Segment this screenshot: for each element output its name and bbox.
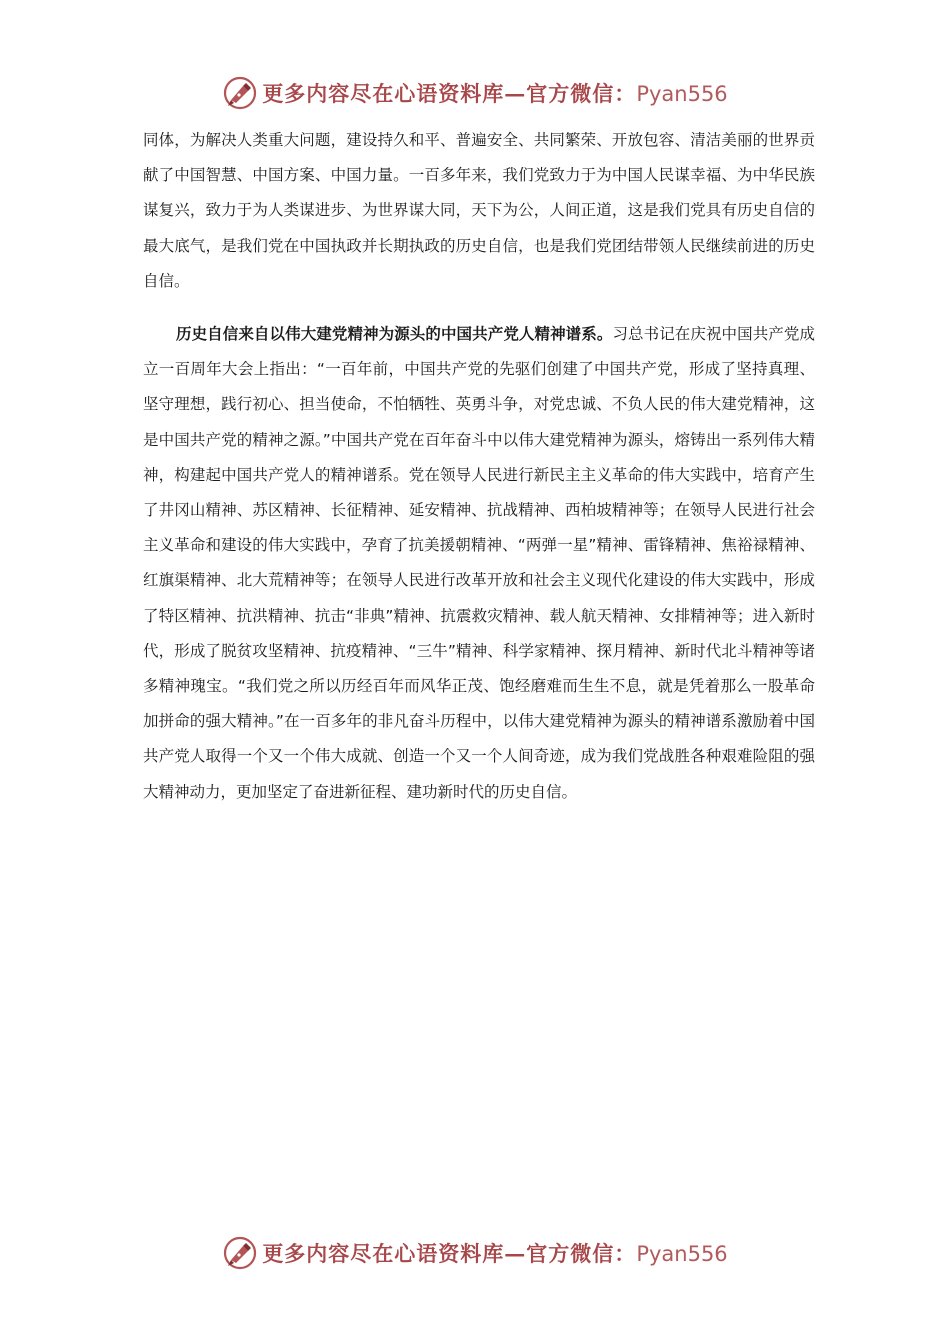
footer-banner xyxy=(0,1231,950,1275)
header-banner xyxy=(0,71,950,115)
paragraph-2-lead: 历史自信来自以伟大建党精神为源头的中国共产党人精神谱系。 xyxy=(176,325,613,343)
banner-slogan: 更多内容尽在心语资料库—官方微信： xyxy=(262,1241,637,1266)
pen-nib-logo-icon xyxy=(222,75,258,111)
banner-slogan: 更多内容尽在心语资料库—官方微信： xyxy=(262,81,637,106)
banner-wechat-id: Pyan556 xyxy=(636,82,728,106)
footer-banner-text xyxy=(262,1238,727,1268)
header-banner-text xyxy=(262,78,727,108)
paragraph-2-body: 习总书记在庆祝中国共产党成立一百周年大会上指出：“一百年前，中国共产党的先驱们创建了中国共产党，形成了坚持真理、坚守理想，践行初心、担当使命，不怕牺牲、英勇斗争，对党忠诚、不负人民的伟大建党精神，这是中国共产党的精神之源。”中国共产党在百年奋斗中以伟大建党精神为源头，熔铸出一系列伟大精神，构建起中国共产党人的精神谱系。党在领导人民进行新民主主义革命的伟大实践中，培育产生了井冈山精神、苏区精神、长征精神、延安精神、抗战精神、西柏坡精神等；在领导人民进行社会主义革命和建设的伟大实践中，孕育了抗美援朝精神、“两弹一星”精神、雷锋精神、焦裕禄精神、红旗渠精神、北大荒精神等；在领导人民进行改革开放和社会主义现代化建设的伟大实践中，形成了特区精神、抗洪精神、抗击“非典”精神、抗震救灾精神、载人航天精神、女排精神等；进入新时代，形成了脱贫攻坚精神、抗疫精神、“三牛”精神、科学家精神、探月精神、新时代北斗精神等诸多精神瑰宝。“我们党之所以历经百年而风华正茂、饱经磨难而生生不息，就是凭着那么一股革命加拼命的强大精神。”在一百多年的非凡奋斗历程中，以伟大建党精神为源头的精神谱系激励着中国共产党人取得一个又一个伟大成就、创造一个又一个人间奇迹，成为我们党战胜各种艰难险阻的强大精神动力，更加坚定了奋进新征程、建功新时代的历史自信。 xyxy=(143,325,815,801)
paragraph-1: 同体，为解决人类重大问题，建设持久和平、普遍安全、共同繁荣、开放包容、清洁美丽的世界贡献了中国智慧、中国方案、中国力量。一百多年来，我们党致力于为中国人民谋幸福、为中华民族谋复兴，致力于为人类谋进步、为世界谋大同，天下为公，人间正道，这是我们党具有历史自信的最大底气，是我们党在中国执政并长期执政的历史自信，也是我们党团结带领人民继续前进的历史自信。 xyxy=(143,131,815,290)
banner-wechat-id: Pyan556 xyxy=(636,1242,728,1266)
pen-nib-logo-icon xyxy=(222,1235,258,1271)
paragraph-2 xyxy=(143,317,815,810)
